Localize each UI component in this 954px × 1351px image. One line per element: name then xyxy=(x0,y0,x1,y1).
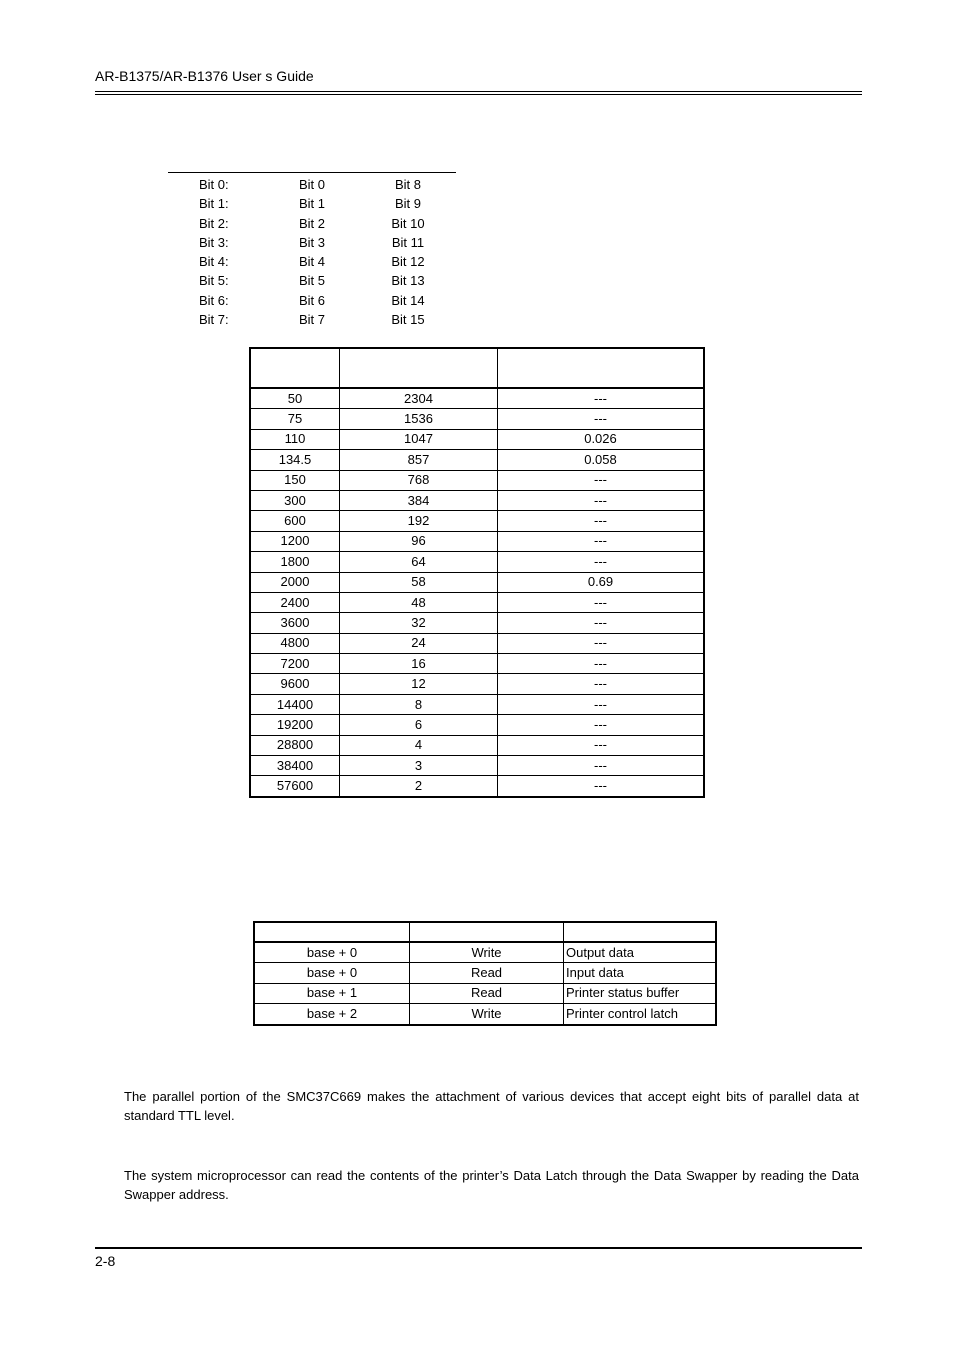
baud-table-cell: --- xyxy=(498,715,705,735)
bitmap-row xyxy=(168,271,456,290)
baud-table-cell: 8 xyxy=(340,694,498,714)
baud-table-header-row xyxy=(250,348,704,388)
baud-table-cell: 75 xyxy=(250,409,340,429)
baud-table-cell: 14400 xyxy=(250,694,340,714)
baud-table-cell: 57600 xyxy=(250,776,340,797)
baud-table-cell: 16 xyxy=(340,654,498,674)
bitmap-row xyxy=(168,291,456,310)
baud-table-row xyxy=(250,735,704,755)
port-table-cell: base + 1 xyxy=(254,983,410,1003)
port-header-cell xyxy=(564,922,717,942)
bit-value: Bit 7 xyxy=(298,312,325,328)
port-table-cell: Read xyxy=(410,963,564,983)
baud-table-cell: --- xyxy=(498,511,705,531)
baud-table-cell: --- xyxy=(498,674,705,694)
bit-label: Bit 6: xyxy=(199,292,229,308)
bitmap-row xyxy=(168,233,456,252)
port-table-row xyxy=(254,983,716,1003)
port-table-cell: Printer control latch xyxy=(564,1004,717,1025)
baud-table-cell: 1047 xyxy=(340,429,498,449)
paragraph-parallel-portion: The parallel portion of the SMC37C669 makes the attachment of various devices that accept eight bits of parallel data at standard TTL level. xyxy=(124,1089,859,1123)
baud-table-cell: 28800 xyxy=(250,735,340,755)
port-header-cell xyxy=(254,922,410,942)
bit-value: Bit 9 xyxy=(394,196,421,212)
bit-label: Bit 3: xyxy=(199,234,229,250)
baud-table-cell: 1800 xyxy=(250,552,340,572)
baud-table-cell: 12 xyxy=(340,674,498,694)
baud-table-row xyxy=(250,388,704,409)
baud-table-cell: 58 xyxy=(340,572,498,592)
baud-table-cell: --- xyxy=(498,613,705,633)
port-header-cell xyxy=(410,922,564,942)
bit-value: Bit 5 xyxy=(298,273,325,289)
baud-table-row xyxy=(250,552,704,572)
bit-label: Bit 4: xyxy=(199,254,229,270)
bit-value: Bit 4 xyxy=(298,254,325,270)
bitmap-row xyxy=(168,252,456,271)
baud-table-cell: --- xyxy=(498,552,705,572)
baud-table-cell: --- xyxy=(498,409,705,429)
port-table-cell: Write xyxy=(410,942,564,963)
port-table-cell: base + 0 xyxy=(254,963,410,983)
baud-table-row xyxy=(250,490,704,510)
baud-table-row xyxy=(250,470,704,490)
port-table-row xyxy=(254,1004,716,1025)
baud-table-cell: --- xyxy=(498,470,705,490)
bit-label: Bit 1: xyxy=(199,196,229,212)
baud-header-cell xyxy=(340,348,498,388)
baud-table-cell: 48 xyxy=(340,592,498,612)
baud-table-row xyxy=(250,511,704,531)
baud-table-cell: 384 xyxy=(340,490,498,510)
baud-table-cell: 38400 xyxy=(250,756,340,776)
port-table-row xyxy=(254,963,716,983)
baud-table-cell: 64 xyxy=(340,552,498,572)
baud-table-cell: 3600 xyxy=(250,613,340,633)
baud-table-cell: 2304 xyxy=(340,388,498,409)
bit-value: Bit 12 xyxy=(391,254,425,270)
bit-value: Bit 3 xyxy=(298,234,325,250)
baud-table-row xyxy=(250,592,704,612)
baud-table-row xyxy=(250,654,704,674)
baud-table-cell: 7200 xyxy=(250,654,340,674)
baud-table-cell: 1200 xyxy=(250,531,340,551)
baud-table-cell: 0.058 xyxy=(498,450,705,470)
baud-table-cell: 0.026 xyxy=(498,429,705,449)
bit-value: Bit 6 xyxy=(298,292,325,308)
bit-label: Bit 2: xyxy=(199,215,229,231)
baud-table-cell: 6 xyxy=(340,715,498,735)
baud-table-row xyxy=(250,674,704,694)
bit-value: Bit 8 xyxy=(394,177,421,192)
baud-table-cell: 19200 xyxy=(250,715,340,735)
baud-table-row xyxy=(250,409,704,429)
baud-table-cell: --- xyxy=(498,756,705,776)
bit-value: Bit 0 xyxy=(298,177,325,192)
bit-value: Bit 11 xyxy=(391,234,425,250)
baud-table-row xyxy=(250,429,704,449)
bitmap-row xyxy=(168,175,456,194)
bitmap-rule xyxy=(168,172,456,173)
bit-value: Bit 2 xyxy=(298,215,325,231)
baud-rate-table xyxy=(249,347,705,798)
baud-table-cell: 2000 xyxy=(250,572,340,592)
document-header-title: AR-B1375/AR-B1376 User s Guide xyxy=(95,68,314,84)
baud-table-cell: --- xyxy=(498,654,705,674)
port-table-cell: Printer status buffer xyxy=(564,983,717,1003)
baud-table-row xyxy=(250,531,704,551)
baud-table-row xyxy=(250,572,704,592)
baud-table-cell: 4 xyxy=(340,735,498,755)
baud-table-cell: 32 xyxy=(340,613,498,633)
baud-table-cell: --- xyxy=(498,592,705,612)
baud-table-cell: 9600 xyxy=(250,674,340,694)
baud-table-cell: 600 xyxy=(250,511,340,531)
port-table-header-row xyxy=(254,922,716,942)
baud-table-cell: 1536 xyxy=(340,409,498,429)
baud-table-cell: 768 xyxy=(340,470,498,490)
header-rule-double xyxy=(95,94,862,95)
baud-table-row xyxy=(250,756,704,776)
baud-table-cell: 4800 xyxy=(250,633,340,653)
baud-table-cell: 3 xyxy=(340,756,498,776)
baud-table-cell: 300 xyxy=(250,490,340,510)
port-table-cell: Output data xyxy=(564,942,717,963)
port-table-cell: Input data xyxy=(564,963,717,983)
parallel-port-register-table xyxy=(253,921,717,1026)
paragraph-data-swapper: The system microprocessor can read the contents of the printer’s Data Latch through the Data Swapper by reading the Data Swapper address. xyxy=(124,1168,859,1202)
baud-table-cell: --- xyxy=(498,531,705,551)
bit-mapping-list xyxy=(168,175,456,329)
baud-table-cell: --- xyxy=(498,490,705,510)
baud-table-cell: --- xyxy=(498,776,705,797)
baud-table-cell: --- xyxy=(498,735,705,755)
baud-table-cell: 150 xyxy=(250,470,340,490)
baud-table-cell: 110 xyxy=(250,429,340,449)
bit-label: Bit 0: xyxy=(199,177,229,192)
header-rule xyxy=(95,91,862,92)
baud-header-cell xyxy=(498,348,705,388)
bit-value: Bit 1 xyxy=(298,196,325,212)
baud-table-cell: 0.69 xyxy=(498,572,705,592)
bitmap-row xyxy=(168,194,456,213)
bit-label: Bit 7: xyxy=(199,312,229,328)
baud-table-cell: --- xyxy=(498,694,705,714)
baud-table-cell: 192 xyxy=(340,511,498,531)
baud-header-cell xyxy=(250,348,340,388)
bitmap-row xyxy=(168,214,456,233)
baud-table-row xyxy=(250,776,704,797)
baud-table-cell: 857 xyxy=(340,450,498,470)
baud-table-cell: 2400 xyxy=(250,592,340,612)
baud-table-cell: --- xyxy=(498,633,705,653)
baud-table-cell: 96 xyxy=(340,531,498,551)
baud-table-cell: --- xyxy=(498,388,705,409)
bitmap-row xyxy=(168,310,456,329)
baud-table-row xyxy=(250,633,704,653)
baud-table-row xyxy=(250,694,704,714)
port-table-cell: base + 0 xyxy=(254,942,410,963)
bit-value: Bit 15 xyxy=(391,312,425,328)
port-table-cell: base + 2 xyxy=(254,1004,410,1025)
baud-table-cell: 24 xyxy=(340,633,498,653)
port-table-cell: Write xyxy=(410,1004,564,1025)
bit-value: Bit 14 xyxy=(391,292,425,308)
baud-table-cell: 50 xyxy=(250,388,340,409)
baud-table-cell: 134.5 xyxy=(250,450,340,470)
baud-table-row xyxy=(250,450,704,470)
bit-value: Bit 13 xyxy=(391,273,425,289)
bit-label: Bit 5: xyxy=(199,273,229,289)
port-table-row xyxy=(254,942,716,963)
bit-value: Bit 10 xyxy=(391,215,425,231)
baud-table-row xyxy=(250,715,704,735)
baud-table-cell: 2 xyxy=(340,776,498,797)
page-number: 2-8 xyxy=(95,1253,116,1269)
port-table-cell: Read xyxy=(410,983,564,1003)
footer-rule xyxy=(95,1247,862,1249)
baud-table-row xyxy=(250,613,704,633)
